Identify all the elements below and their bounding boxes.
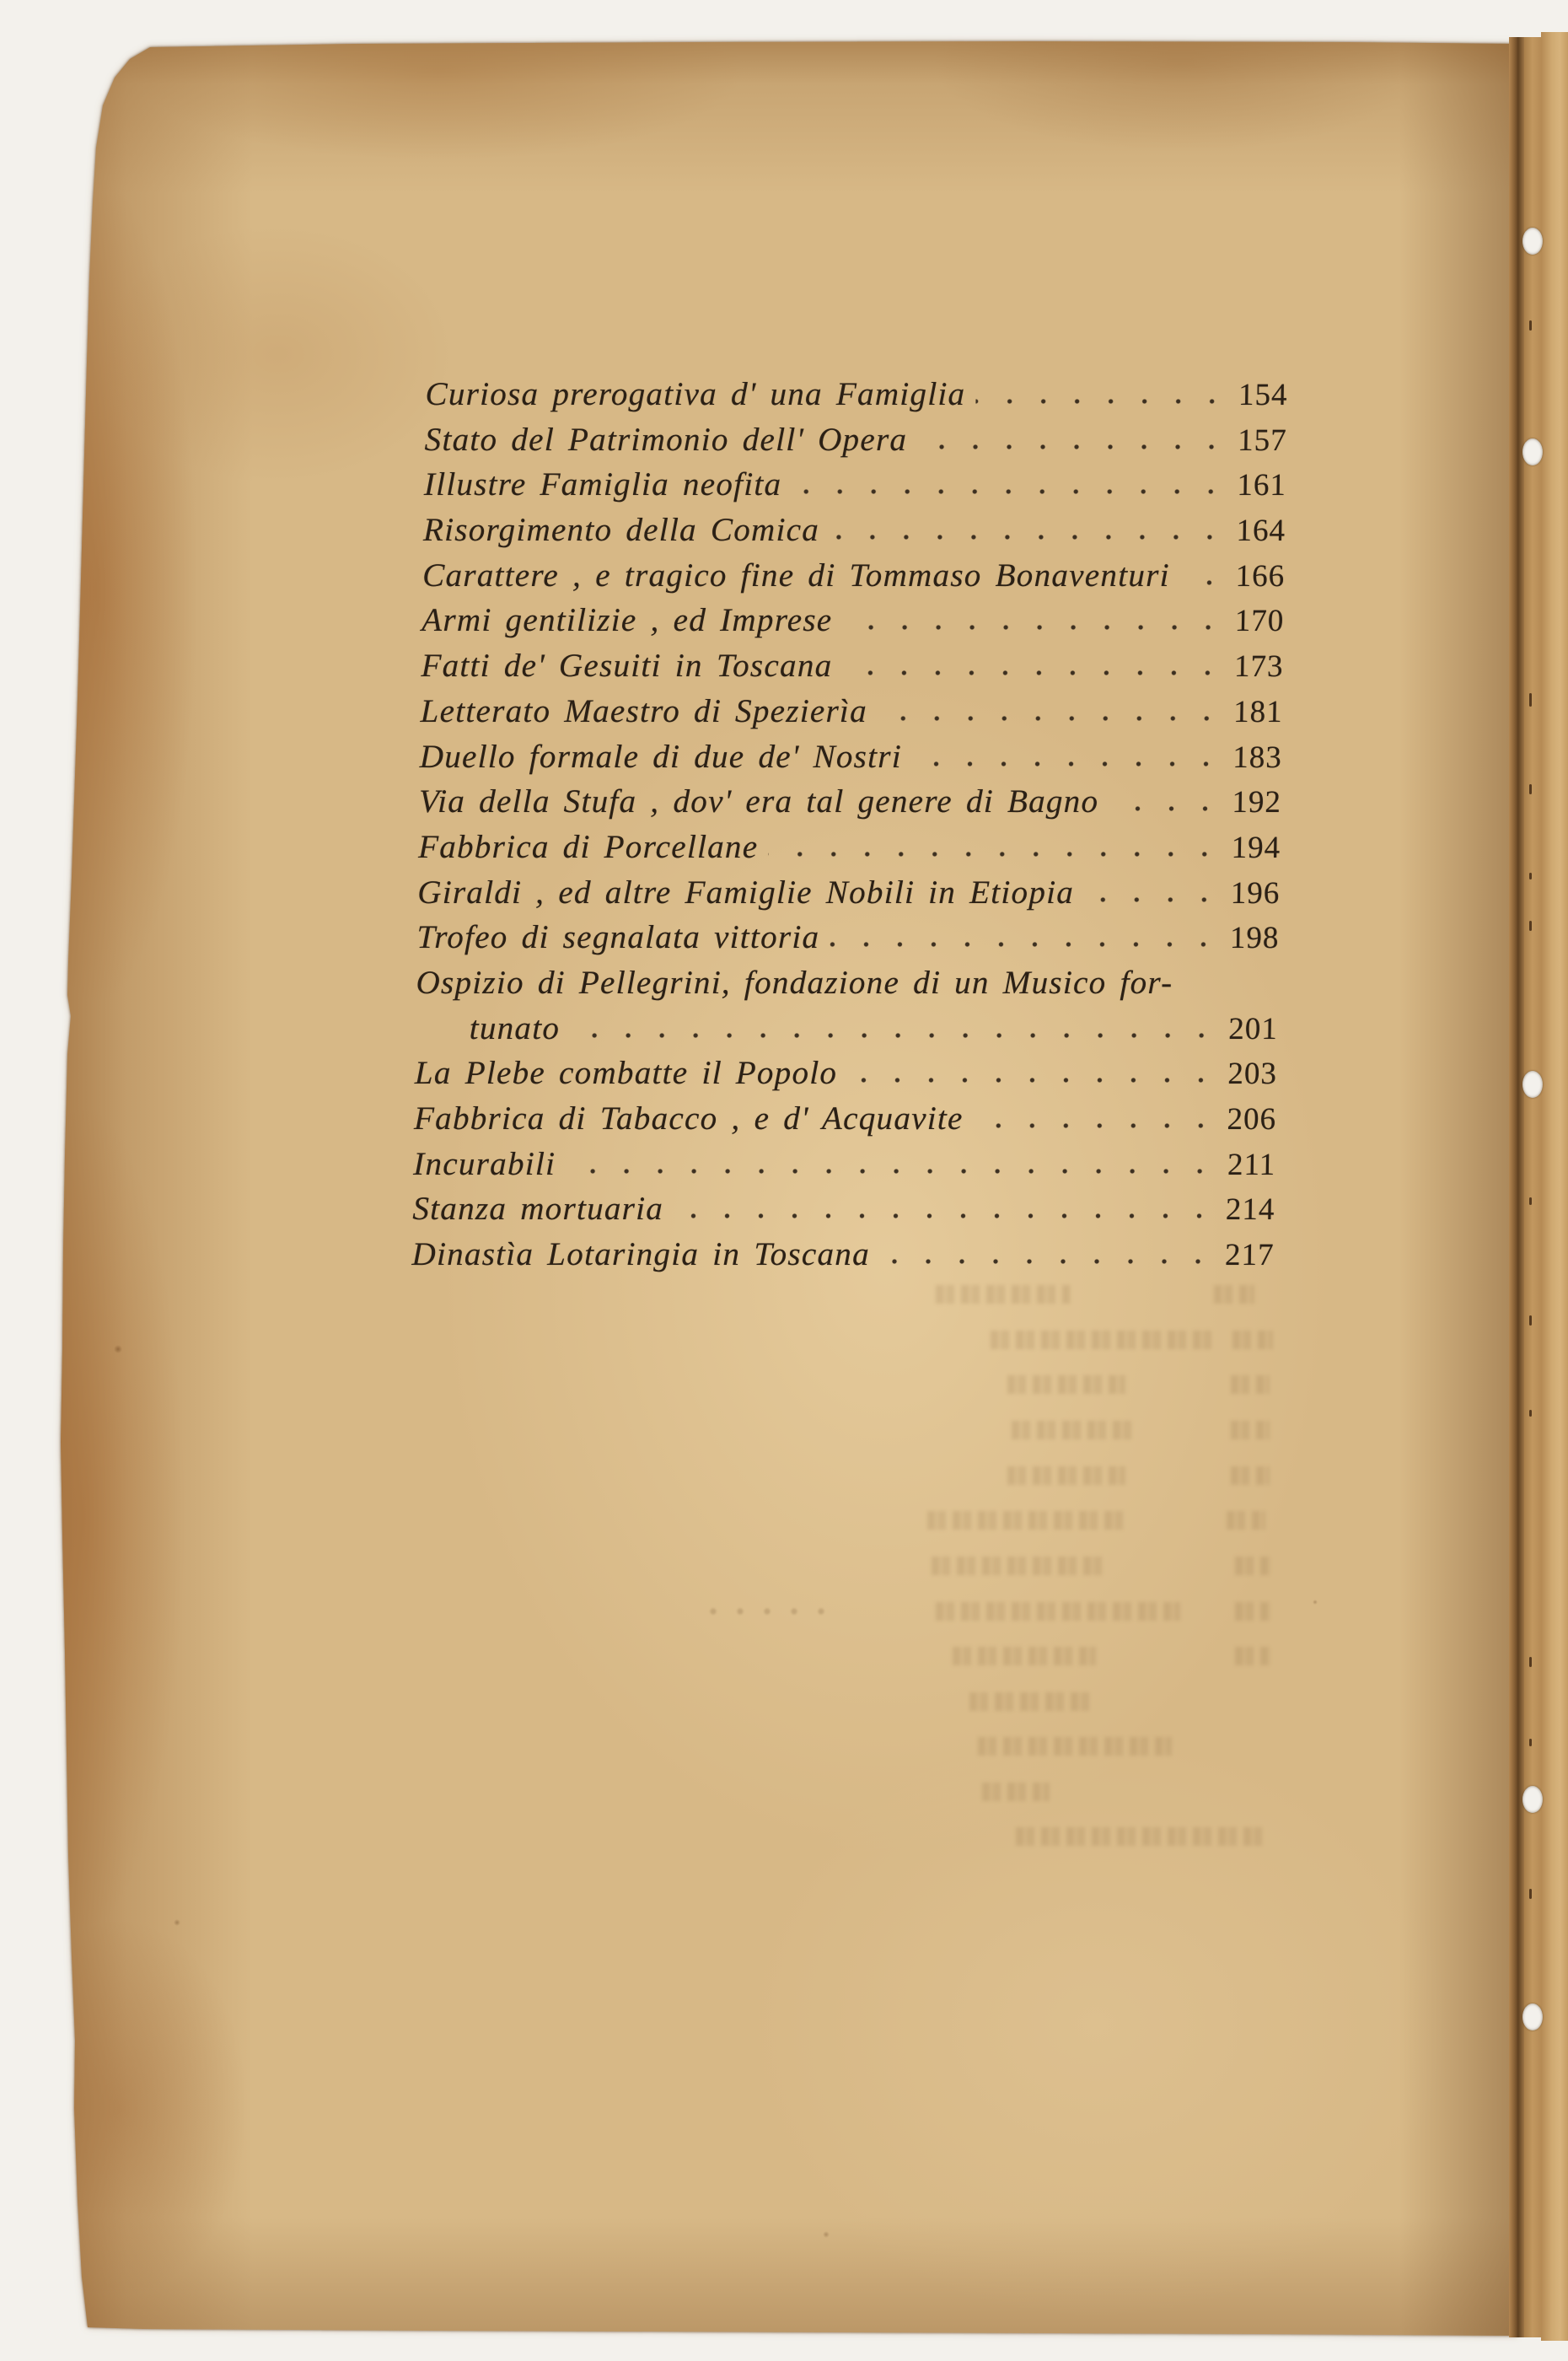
page-number: 214 bbox=[1225, 1192, 1275, 1228]
entry-title: Fatti de' Gesuiti in Toscana bbox=[421, 648, 833, 685]
set-off-ghost-line bbox=[1231, 1375, 1270, 1394]
dot-leader bbox=[842, 670, 1212, 676]
toc-entry bbox=[424, 417, 1287, 463]
toc-entry bbox=[419, 779, 1282, 825]
dot-leader bbox=[830, 534, 1215, 541]
dot-leader bbox=[878, 715, 1212, 722]
dot-leader bbox=[792, 488, 1216, 495]
page-number: 161 bbox=[1237, 468, 1287, 503]
dot-leader bbox=[917, 444, 1216, 450]
page-number: 164 bbox=[1236, 514, 1286, 549]
entry-title: Illustre Famiglia neofita bbox=[423, 466, 782, 503]
gutter-speck bbox=[1529, 1410, 1532, 1417]
entry-title: Stato del Patrimonio dell' Opera bbox=[424, 421, 908, 458]
set-off-ghost-line bbox=[991, 1331, 1218, 1349]
entry-title: La Plebe combatte il Popolo bbox=[414, 1055, 838, 1092]
entry-title: Letterato Maestro di Spezierìa bbox=[420, 692, 868, 729]
page-number: 170 bbox=[1234, 604, 1285, 639]
set-off-ghost-line bbox=[1007, 1466, 1125, 1485]
set-off-ghost-line bbox=[1231, 1466, 1270, 1485]
page-number: 154 bbox=[1238, 378, 1288, 412]
dot-leader bbox=[768, 851, 1210, 858]
entry-title: Dinastìa Lotaringia in Toscana bbox=[411, 1236, 871, 1273]
toc-entry-first-line bbox=[416, 960, 1279, 1006]
set-off-ghost-line bbox=[1231, 1421, 1270, 1439]
page-number: 203 bbox=[1227, 1057, 1278, 1092]
set-off-ghost-line bbox=[953, 1647, 1096, 1665]
dot-leader bbox=[842, 624, 1213, 631]
set-off-ghost-line bbox=[932, 1557, 1104, 1575]
entry-title: Risorgimento della Comica bbox=[422, 512, 820, 549]
set-off-ghost-line bbox=[1235, 1647, 1270, 1665]
entry-title: Curiosa prerogativa d' una Famiglia bbox=[425, 376, 966, 412]
set-off-ghost-line bbox=[936, 1285, 1071, 1304]
page-number: 166 bbox=[1235, 558, 1286, 594]
dot-leader bbox=[880, 1258, 1204, 1265]
set-off-ghost-line bbox=[969, 1692, 1096, 1711]
gutter-speck bbox=[1529, 873, 1532, 879]
toc-entry bbox=[414, 1096, 1277, 1142]
set-off-ghost-line bbox=[982, 1783, 1050, 1801]
toc-entry bbox=[423, 508, 1286, 553]
dot-leader bbox=[674, 1213, 1204, 1219]
entry-title: Fabbrica di Porcellane bbox=[417, 828, 759, 865]
page-number: 181 bbox=[1232, 694, 1283, 729]
dot-leader bbox=[912, 761, 1211, 767]
page-number: 211 bbox=[1227, 1147, 1276, 1182]
toc-entry bbox=[417, 870, 1281, 916]
dot-leader bbox=[847, 1077, 1206, 1084]
toc-entry bbox=[418, 825, 1281, 870]
page-number: 192 bbox=[1232, 785, 1282, 820]
gutter-speck bbox=[1529, 1197, 1532, 1205]
next-leaf-edge bbox=[1541, 32, 1568, 2341]
page-number: 201 bbox=[1227, 1011, 1279, 1046]
page-number: 196 bbox=[1230, 875, 1281, 911]
binding-strip bbox=[1524, 37, 1541, 2337]
entry-title: Duello formale di due de' Nostri bbox=[419, 738, 903, 775]
page-number: 194 bbox=[1231, 830, 1281, 865]
set-off-ghost-line bbox=[1232, 1331, 1273, 1349]
toc-entry bbox=[415, 1051, 1278, 1096]
set-off-ghost-line bbox=[1007, 1375, 1125, 1394]
page-number: 198 bbox=[1229, 921, 1280, 956]
set-off-ghost-line bbox=[1214, 1285, 1254, 1304]
toc-entry bbox=[412, 1186, 1275, 1232]
set-off-ghost-line bbox=[927, 1511, 1130, 1530]
entry-title: Ospizio di Pellegrini, fondazione di un Musico for- bbox=[416, 964, 1173, 1001]
toc-entry bbox=[422, 598, 1285, 643]
sewing-hole bbox=[1522, 2003, 1543, 2030]
set-off-ghost-line bbox=[1227, 1511, 1265, 1530]
page-number: 183 bbox=[1232, 739, 1283, 775]
entry-title: Via della Stufa , dov' era tal genere di Bagno bbox=[418, 783, 1099, 820]
toc-entry bbox=[419, 734, 1282, 780]
gutter-speck bbox=[1529, 1889, 1532, 1899]
toc-entry bbox=[423, 462, 1286, 508]
dot-leader bbox=[570, 1032, 1207, 1039]
dot-leader bbox=[830, 941, 1208, 948]
binding-fold bbox=[1509, 37, 1524, 2337]
entry-title: Trofeo di segnalata vittoria bbox=[416, 919, 820, 956]
page-number: 206 bbox=[1227, 1102, 1277, 1137]
entry-title: Fabbrica di Tabacco , e d' Acquavite bbox=[413, 1100, 964, 1137]
dot-leader bbox=[975, 398, 1216, 405]
gutter-speck bbox=[1529, 1739, 1532, 1746]
gutter-speck bbox=[1529, 1315, 1532, 1326]
toc-entry bbox=[413, 1142, 1276, 1187]
dot-leader bbox=[974, 1122, 1206, 1129]
toc-entry bbox=[422, 553, 1286, 599]
toc-entry bbox=[425, 372, 1288, 417]
entry-title: Incurabili bbox=[412, 1145, 556, 1182]
gutter-speck bbox=[1529, 693, 1532, 707]
toc-entry bbox=[421, 643, 1284, 689]
dot-leader bbox=[1180, 579, 1215, 586]
entry-title: Giraldi , ed altre Famiglie Nobili in Etiopia bbox=[416, 874, 1075, 911]
gutter-speck bbox=[1529, 320, 1532, 331]
set-off-ghost-line bbox=[1235, 1557, 1270, 1575]
toc-entry-continuation bbox=[415, 1006, 1278, 1051]
sewing-hole bbox=[1522, 1071, 1543, 1098]
set-off-ghost-line bbox=[1235, 1602, 1270, 1621]
toc-entry bbox=[416, 915, 1280, 960]
sewing-hole bbox=[1522, 438, 1543, 465]
dot-leader bbox=[1109, 805, 1211, 812]
set-off-ghost-dots bbox=[700, 1608, 839, 1615]
toc-entry bbox=[411, 1232, 1275, 1277]
toc-entry bbox=[420, 689, 1283, 734]
entry-title: Carattere , e tragico fine di Tommaso Bonaventuri bbox=[422, 557, 1171, 594]
sewing-hole bbox=[1522, 228, 1543, 255]
set-off-ghost-line bbox=[1012, 1421, 1138, 1439]
entry-title-continuation: tunato bbox=[469, 1009, 561, 1046]
entry-title: Armi gentilizie , ed Imprese bbox=[422, 602, 833, 639]
set-off-ghost-line bbox=[936, 1602, 1180, 1621]
sewing-hole bbox=[1522, 1786, 1543, 1813]
table-of-contents bbox=[411, 372, 1288, 1277]
page-number: 217 bbox=[1224, 1238, 1275, 1273]
set-off-ghost-line bbox=[978, 1737, 1172, 1756]
gutter-speck bbox=[1529, 921, 1532, 931]
page-number: 173 bbox=[1233, 649, 1284, 685]
set-off-ghost-line bbox=[1016, 1827, 1265, 1846]
dot-leader bbox=[566, 1168, 1205, 1175]
entry-title: Stanza mortuaria bbox=[412, 1191, 664, 1228]
dot-leader bbox=[1084, 896, 1209, 903]
gutter-speck bbox=[1529, 1657, 1532, 1667]
gutter-speck bbox=[1529, 784, 1532, 794]
page-number: 157 bbox=[1237, 422, 1288, 458]
